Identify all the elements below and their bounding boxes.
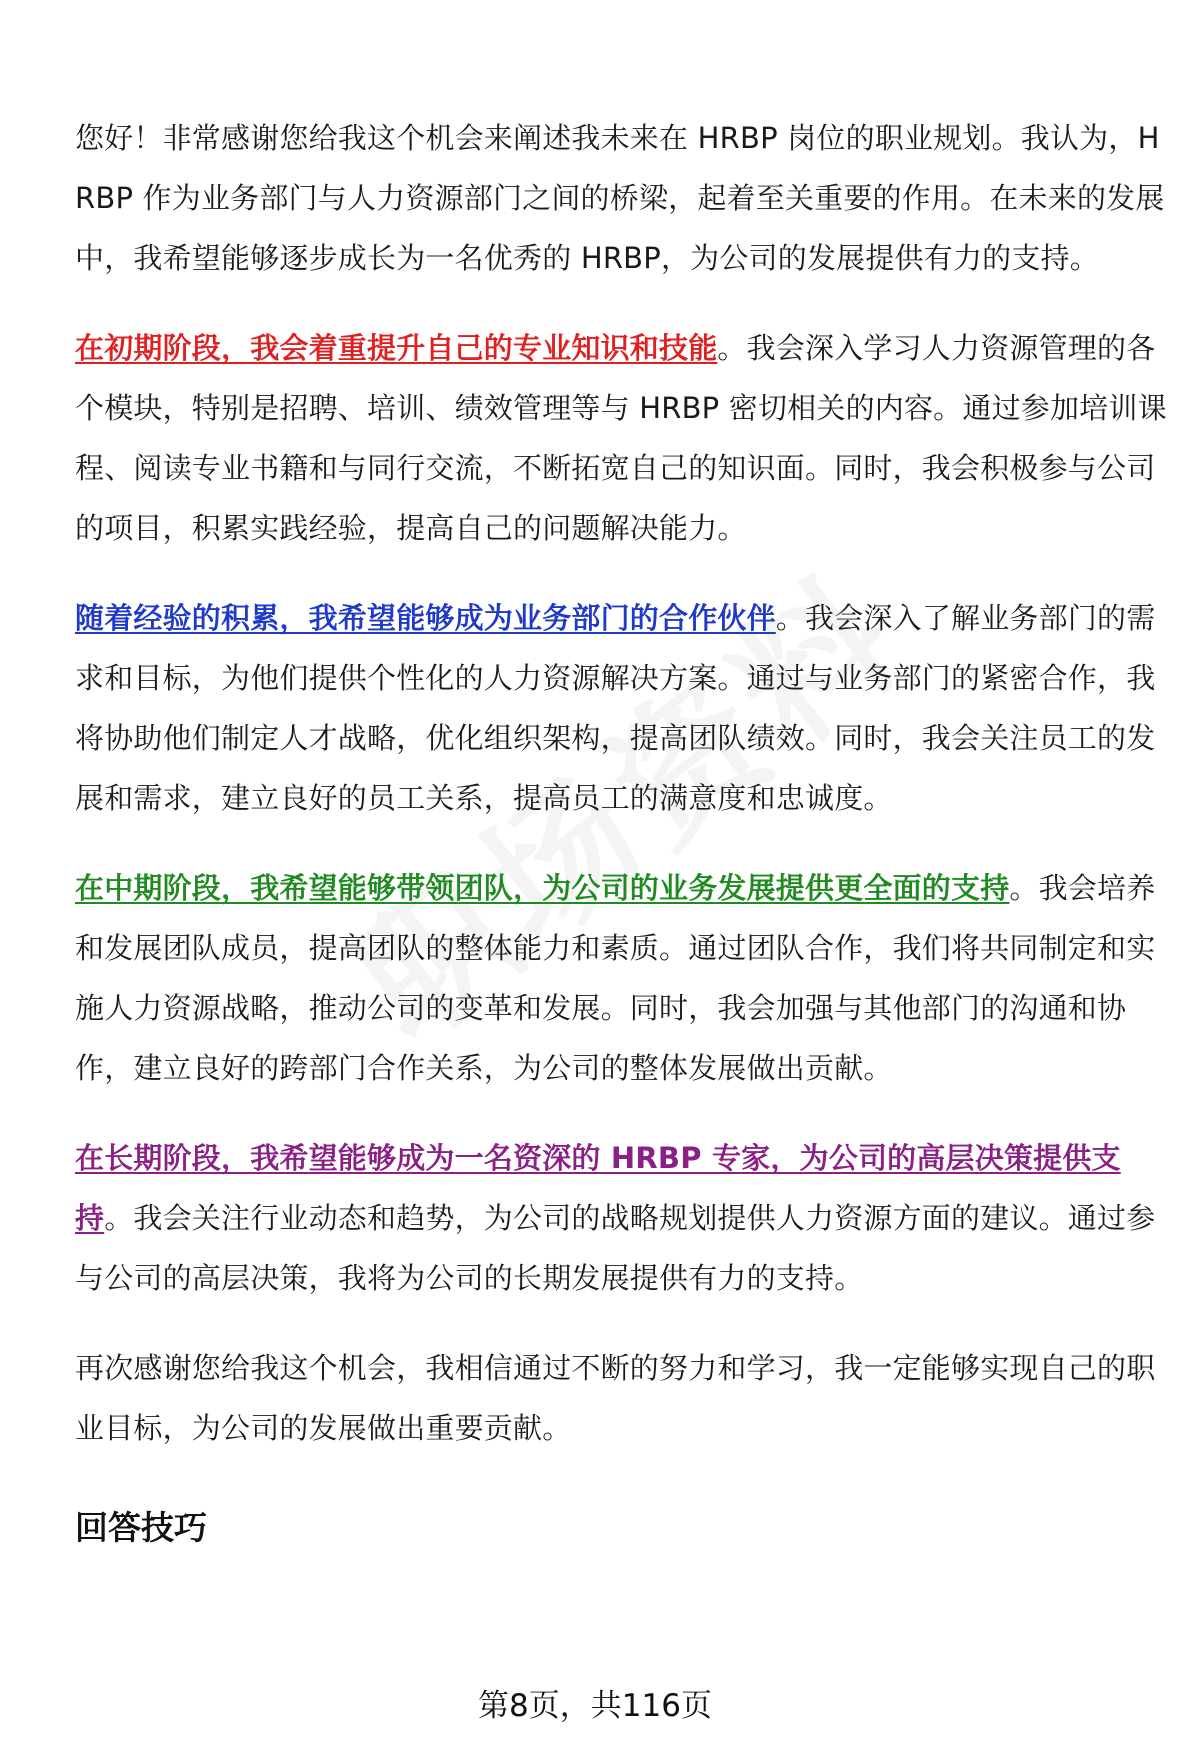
long-stage-highlight: 在长期阶段，我希望能够成为一名资深的 HRBP 专家，为公司的高层决策提供支持 — [75, 1141, 1121, 1235]
intro-paragraph — [75, 108, 1170, 288]
long-stage-text: 。我会关注行业动态和趋势，为公司的战略规划提供人力资源方面的建议。通过参与公司的高层决策，我将为公司的长期发展提供有力的支持。 — [75, 1201, 1156, 1295]
early-stage-text: 。我会深入学习人力资源管理的各个模块，特别是招聘、培训、绩效管理等与 HRBP 密切相关的内容。通过参加培训课程、阅读专业书籍和与同行交流，不断拓宽自己的知识面。同时，我会积极参与公司的项目，积累实践经验，提高自己的问题解决能力。 — [75, 331, 1167, 545]
partner-text: 。我会深入了解业务部门的需求和目标，为他们提供个性化的人力资源解决方案。通过与业务部门的紧密合作，我将协助他们制定人才战略，优化组织架构，提高团队绩效。同时，我会关注员工的发展和需求，建立良好的员工关系，提高员工的满意度和忠诚度。 — [75, 601, 1156, 815]
page-footer: 第8页，共116页 — [478, 1688, 712, 1724]
closing-text: 再次感谢您给我这个机会，我相信通过不断的努力和学习，我一定能够实现自己的职业目标，为公司的发展做出重要贡献。 — [75, 1351, 1156, 1445]
mid-stage-text: 。我会培养和发展团队成员，提高团队的整体能力和素质。通过团队合作，我们将共同制定和实施人力资源战略，推动公司的变革和发展。同时，我会加强与其他部门的沟通和协作，建立良好的跨部门合作关系，为公司的整体发展做出贡献。 — [75, 871, 1156, 1085]
partner-paragraph — [75, 588, 1170, 828]
early-stage-paragraph — [75, 318, 1170, 558]
answer-content — [75, 108, 1170, 1558]
mid-stage-highlight: 在中期阶段，我希望能够带领团队，为公司的业务发展提供更全面的支持 — [75, 871, 1010, 905]
mid-stage-paragraph — [75, 858, 1170, 1098]
intro-text: 您好！非常感谢您给我这个机会来阐述我未来在 HRBP 岗位的职业规划。我认为，HRBP 作为业务部门与人力资源部门之间的桥梁，起着至关重要的作用。在未来的发展中，我希望能够逐步成长为一名优秀的 HRBP，为公司的发展提供有力的支持。 — [75, 121, 1165, 275]
early-stage-highlight: 在初期阶段，我会着重提升自己的专业知识和技能 — [75, 331, 718, 365]
long-stage-paragraph — [75, 1128, 1170, 1308]
section-title: 回答技巧 — [75, 1508, 207, 1547]
partner-highlight: 随着经验的积累，我希望能够成为业务部门的合作伙伴 — [75, 601, 776, 635]
closing-paragraph — [75, 1338, 1170, 1458]
